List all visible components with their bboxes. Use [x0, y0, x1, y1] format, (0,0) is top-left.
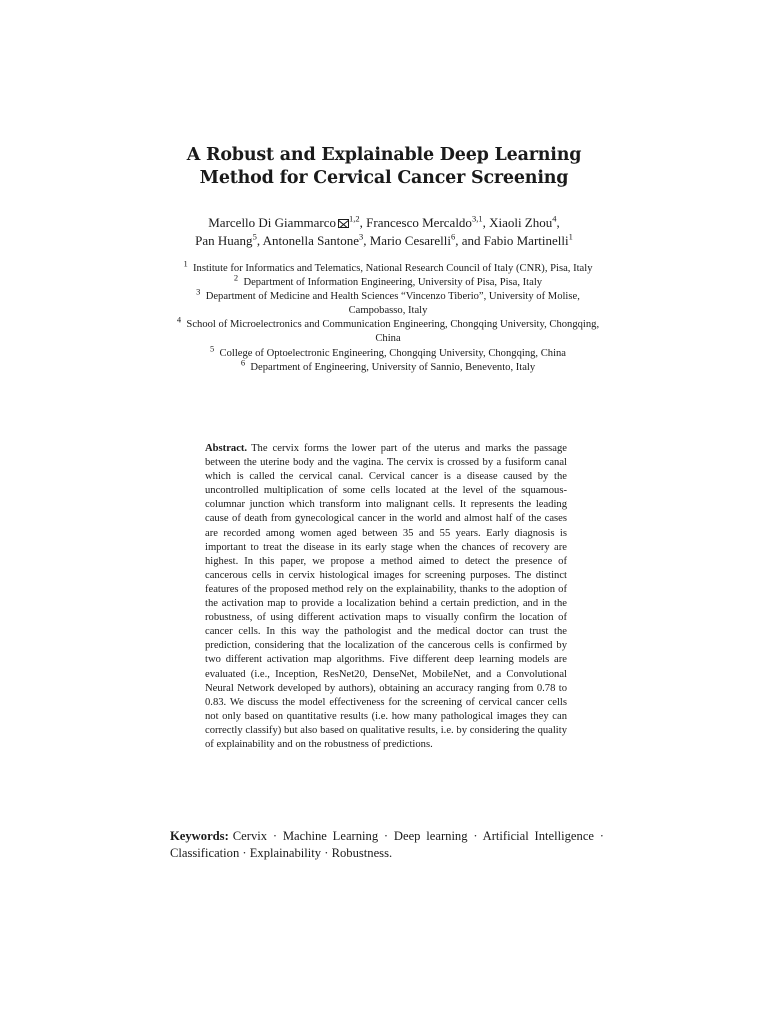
author-name: Marcello Di Giammarco [208, 215, 337, 230]
author-name: , Mario Cesarelli [363, 233, 451, 248]
affiliation-list [170, 258, 606, 375]
affiliation-text: College of Optoelectronic Engineering, Chongqing University, Chongqing, China [219, 347, 567, 359]
author-affil-sup: 4 [552, 213, 557, 224]
envelope-icon [338, 219, 349, 228]
affiliation-number: 2 [233, 272, 239, 283]
affiliation-item [170, 286, 606, 318]
abstract-text: The cervix forms the lower part of the uterus and marks the passage between the uterine body and the vagina. The cervix is crossed by a fusiform canal which is called the cervical canal. Cervical cancer is a disease caused by the uncontrolled multiplication of some cells located at the level of the squamous-columnar junction which transform into malignant cells. It represents the leading cause of death from gynecological cancer in the world and almost half of the cases are recorded among women aged between 35 and 55 years. Early diagnosis is important to treat the disease in its early stage when the chances of recovery are highest. In this paper, we propose a method aimed to detect the presence of cancerous cells in cervix histological images for screening purposes. The distinct features of the proposed method rely on the explainability, thanks to the adoption of the activation map to provide a localization behind a certain prediction, and in the robustness, of using different activation maps to visually confirm the location of cancer cells. In this way the pathologist and the medical doctor can trust the prediction, considering that the localization of the cancerous cells is confirmed by two different activation map algorithms. Five different deep learning models are evaluated (i.e., Inception, ResNet20, DenseNet, MobileNet, and a Convolutional Neural Network developed by authors), obtaining an accuracy ranging from 0.78 to 0.83. We discuss the model effectiveness for the screening of cervical cancer cells not only based on quantitative results (i.e. how many pathological images they can correctly classify) but also based on qualitative results, i.e. by considering the quality of explainability and on the robustness of predictions. [205, 443, 567, 750]
author-affil-sup: 5 [252, 231, 257, 242]
affiliation-item [170, 343, 606, 361]
affiliation-text: School of Microelectronics and Communication Engineering, Chongqing University, Chongqing, China [186, 319, 600, 345]
affiliation-item [170, 272, 606, 290]
keywords [170, 828, 604, 862]
affiliation-number: 3 [196, 286, 201, 297]
affiliation-number: 4 [176, 314, 182, 325]
affiliation-number: 1 [183, 258, 188, 269]
keywords-label: Keywords: [170, 829, 229, 843]
author-affil-sup: 3,1 [471, 213, 483, 224]
author-name: , Francesco Mercaldo [359, 215, 472, 230]
affiliation-text: Department of Information Engineering, University of Pisa, Pisa, Italy [243, 277, 543, 289]
author-affil-sup: 6 [450, 231, 456, 242]
affiliation-number: 6 [240, 357, 246, 368]
author-affil-sup: 1 [568, 231, 573, 242]
author-line-1 [0, 214, 768, 232]
title-line-2: Method for Cervical Cancer Screening [199, 168, 569, 188]
author-list [0, 214, 768, 250]
abstract-label: Abstract. [205, 443, 248, 454]
affiliation-number: 5 [209, 343, 215, 354]
affiliation-item [170, 314, 606, 346]
author-line-2 [0, 232, 768, 250]
affiliation-text: Institute for Informatics and Telematics, National Research Council of Italy (CNR), Pisa, Italy [193, 263, 593, 274]
affiliation-item [170, 357, 606, 375]
title-line-1: A Robust and Explainable Deep Learning [186, 145, 582, 165]
author-separator: , [556, 215, 560, 230]
author-name: , Antonella Santone [256, 233, 359, 248]
author-name: , Xiaoli Zhou [482, 215, 553, 230]
author-affil-sup: 1,2 [349, 213, 360, 224]
keywords-text: Cervix · Machine Learning · Deep learning · Artificial Intelligence · Classification · Explainability · Robustness. [170, 829, 604, 860]
author-affil-sup: 3 [359, 231, 364, 242]
affiliation-text: Department of Engineering, University of Sannio, Benevento, Italy [250, 361, 536, 373]
author-name: Pan Huang [195, 233, 253, 248]
author-name: , and Fabio Martinelli [455, 233, 569, 248]
abstract [205, 442, 567, 752]
paper-title [0, 144, 768, 190]
affiliation-text: Department of Medicine and Health Sciences “Vincenzo Tiberio”, University of Molise, Campobasso, Italy [205, 291, 580, 317]
